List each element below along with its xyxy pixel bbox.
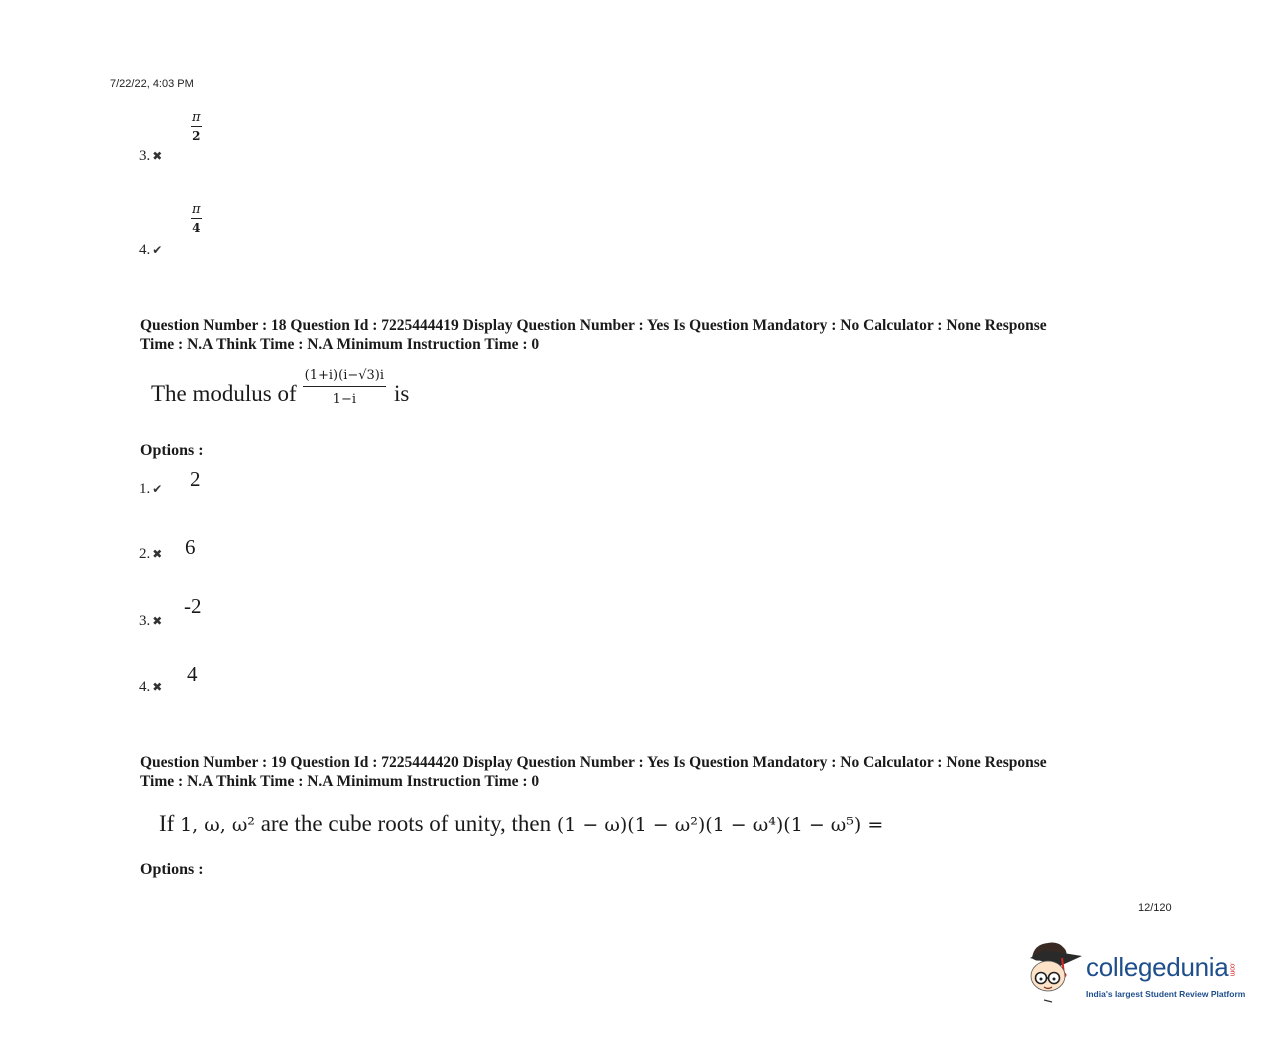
fraction-denominator: 4 [192,221,201,235]
logo-suffix: .com [1228,962,1236,977]
q19-meta [140,753,1160,791]
q18-option-3-value: -2 [184,594,202,618]
option-number: 1. [139,481,151,497]
q18-option-1 [139,480,162,498]
collegedunia-logo [1024,938,1264,1008]
q19-meta-line-2: Time : N.A Think Time : N.A Minimum Instruction Time : 0 [140,773,540,790]
q18-meta [140,316,1160,354]
check-icon: ✔ [152,243,163,257]
q18-stem-suffix: is [394,380,410,406]
q19-options-label: Options : [140,861,204,878]
q19-roots: 1, ω, ω² [180,814,255,836]
option-number: 2. [139,546,151,562]
cross-icon: ✖ [152,680,163,694]
logo-tagline: India's largest Student Review Platform [1086,989,1246,999]
q18-fraction [303,368,386,407]
q18-option-2 [139,545,162,563]
q18-option-3 [139,612,162,630]
fraction-numerator: (1+i)(i−√3)i [303,368,386,387]
q18-option-1-value: 2 [190,467,201,491]
q19-expression: (1 − ω)(1 − ω²)(1 − ω⁴)(1 − ω⁵) = [556,814,884,836]
logo-wordmark [1086,952,1235,983]
prev-option-4-fraction [191,203,202,234]
mascot-icon [1024,938,1086,1004]
cross-icon: ✖ [152,614,163,628]
option-number: 3. [139,613,151,629]
q18-meta-line-2: Time : N.A Think Time : N.A Minimum Instruction Time : 0 [140,336,540,353]
fraction-denominator: 1−i [332,392,356,407]
q18-meta-line-1: Question Number : 18 Question Id : 7225444419 Display Question Number : Yes Is Question Mandatory : No Calculator : None Response [140,317,1047,334]
q18-option-2-value: 6 [185,535,196,559]
cross-icon: ✖ [152,547,163,561]
q19-stem [159,811,883,837]
fraction-numerator: π [192,110,201,125]
q19-stem-prefix: If [159,811,175,836]
q18-option-4-value: 4 [187,662,198,686]
q18-options-label: Options : [140,442,204,459]
fraction-numerator: π [192,202,201,217]
page-number: 12/120 [1138,902,1172,914]
option-number: 4. [139,679,151,695]
print-timestamp: 7/22/22, 4:03 PM [110,78,194,90]
prev-option-3 [139,147,162,165]
q19-meta-line-1: Question Number : 19 Question Id : 7225444420 Display Question Number : Yes Is Question Mandatory : No Calculator : None Response [140,754,1047,771]
fraction-denominator: 2 [192,129,201,143]
q19-stem-middle: are the cube roots of unity, then [260,811,552,836]
q18-stem [151,368,410,415]
q18-option-4 [139,678,162,696]
cross-icon: ✖ [152,149,163,163]
option-number: 3. [139,148,151,164]
logo-text: collegedunia [1086,952,1229,982]
prev-option-3-fraction [191,111,202,142]
q18-stem-prefix: The modulus of [151,380,297,406]
check-icon: ✔ [152,482,163,496]
prev-option-4 [139,241,162,259]
option-number: 4. [139,242,151,258]
